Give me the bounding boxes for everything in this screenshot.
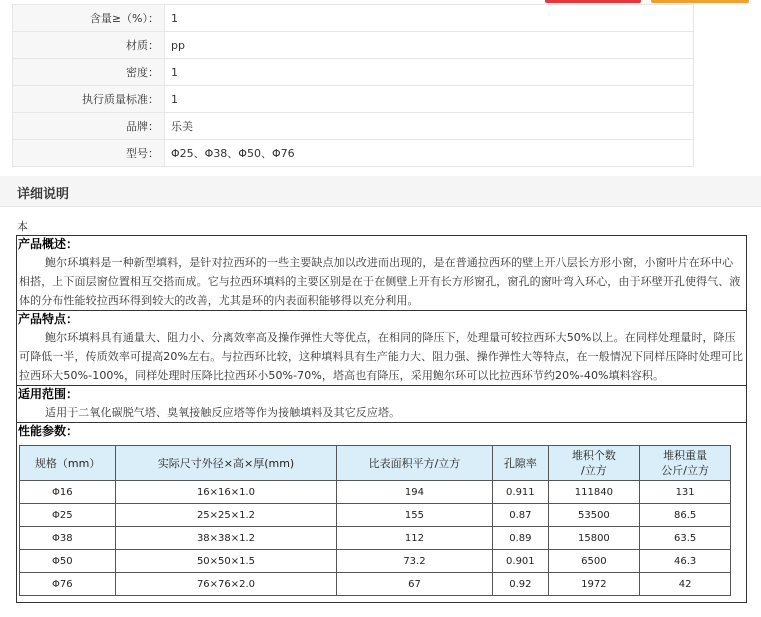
table-cell: 0.89 xyxy=(493,527,548,550)
table-cell: 42 xyxy=(640,573,731,596)
col-header: 规格（mm） xyxy=(20,446,116,481)
detail-title: 详细说明 xyxy=(17,187,70,202)
features-text: 鲍尔环填料具有通量大、阻力小、分离效率高及操作弹性大等优点，在相同的降压下，处理量可较拉西环大50%以上。在同样处理量时，降压可降低一半，传质效率可提高20%左右。与拉西环比较，这种填料具有生产能力大、阻力强、操作弹性大等特点，在一般情况下同样压降时处理可比拉西环大50%-100%，同样处理时压降比拉西环小50%-70%，塔高也有降压，采用鲍尔环可以比拉西环节约20%-40%填料容积。 xyxy=(19,331,744,382)
table-cell: Φ50 xyxy=(20,550,116,573)
attr-value: Φ25、Φ38、Φ50、Φ76 xyxy=(165,140,694,167)
attr-value: pp xyxy=(165,32,694,59)
scope-section xyxy=(17,386,746,423)
perf-title: 性能参数： xyxy=(18,424,79,438)
table-row xyxy=(20,527,731,550)
buy-button[interactable] xyxy=(545,0,641,3)
table-cell: Φ76 xyxy=(20,573,116,596)
scope-text: 适用于二氧化碳脱气塔、臭氧接触反应塔等作为接触填料及其它反应塔。 xyxy=(45,406,401,419)
overview-section xyxy=(17,236,746,311)
table-cell: Φ25 xyxy=(20,504,116,527)
attribute-table xyxy=(12,4,694,167)
attr-label: 品牌： xyxy=(13,113,165,140)
table-cell: 131 xyxy=(640,481,731,504)
attr-row xyxy=(13,59,694,86)
features-section xyxy=(17,311,746,386)
attr-row xyxy=(13,86,694,113)
attr-value: 乐美 xyxy=(165,113,694,140)
table-cell: 0.92 xyxy=(493,573,548,596)
table-cell: 0.911 xyxy=(493,481,548,504)
table-row xyxy=(20,481,731,504)
table-cell: 194 xyxy=(336,481,492,504)
intro-char: 本 xyxy=(17,220,28,233)
table-cell: 0.901 xyxy=(493,550,548,573)
table-cell: 46.3 xyxy=(640,550,731,573)
table-cell: 16×16×1.0 xyxy=(116,481,337,504)
table-row xyxy=(20,573,731,596)
description-box xyxy=(16,235,747,603)
col-header: 堆积个数 /立方 xyxy=(548,446,640,481)
table-cell: Φ38 xyxy=(20,527,116,550)
table-cell: 112 xyxy=(336,527,492,550)
attr-row xyxy=(13,5,694,32)
table-cell: 73.2 xyxy=(336,550,492,573)
detail-header xyxy=(0,176,761,207)
attr-label: 执行质量标准： xyxy=(13,86,165,113)
col-header: 堆积重量 公斤/立方 xyxy=(640,446,731,481)
table-cell: 0.87 xyxy=(493,504,548,527)
col-header: 孔隙率 xyxy=(493,446,548,481)
table-row xyxy=(20,550,731,573)
table-cell: 50×50×1.5 xyxy=(116,550,337,573)
attr-label: 型号： xyxy=(13,140,165,167)
attr-row xyxy=(13,140,694,167)
col-header: 比表面积平方/立方 xyxy=(336,446,492,481)
table-cell: 1972 xyxy=(548,573,640,596)
table-cell: 155 xyxy=(336,504,492,527)
cart-button[interactable] xyxy=(651,0,749,3)
attr-value: 1 xyxy=(165,86,694,113)
attr-value: 1 xyxy=(165,5,694,32)
table-cell: Φ16 xyxy=(20,481,116,504)
table-cell: 25×25×1.2 xyxy=(116,504,337,527)
table-cell: 76×76×2.0 xyxy=(116,573,337,596)
attr-label: 密度： xyxy=(13,59,165,86)
col-header: 实际尺寸外径×高×厚(mm) xyxy=(116,446,337,481)
table-cell: 86.5 xyxy=(640,504,731,527)
attr-label: 含量≥（%）： xyxy=(13,5,165,32)
overview-title: 产品概述： xyxy=(18,237,79,251)
features-title: 产品特点： xyxy=(18,312,79,326)
table-cell: 111840 xyxy=(548,481,640,504)
table-cell: 67 xyxy=(336,573,492,596)
attr-value: 1 xyxy=(165,59,694,86)
attr-label: 材质： xyxy=(13,32,165,59)
table-cell: 38×38×1.2 xyxy=(116,527,337,550)
performance-table xyxy=(19,445,731,596)
scope-title: 适用范围： xyxy=(18,387,79,401)
attr-row xyxy=(13,113,694,140)
perf-section xyxy=(17,423,746,596)
attr-row xyxy=(13,32,694,59)
table-header-row xyxy=(20,446,731,481)
table-row xyxy=(20,504,731,527)
table-cell: 63.5 xyxy=(640,527,731,550)
table-cell: 53500 xyxy=(548,504,640,527)
table-cell: 15800 xyxy=(548,527,640,550)
overview-text: 鲍尔环填料是一种新型填料，是针对拉西环的一些主要缺点加以改进而出现的，是在普通拉西环的壁上开八层长方形小窗，小窗叶片在环中心相搭，上下面层窗位置相互交搭而成。它与拉西环填料的主要区别是在于在侧壁上开有长方形窗孔，窗孔的窗叶弯入环心，由于环壁开孔使得气、液体的分布性能较拉西环得到较大的改善，尤其是环的内表面积能够得以充分利用。 xyxy=(19,256,741,307)
table-cell: 6500 xyxy=(548,550,640,573)
